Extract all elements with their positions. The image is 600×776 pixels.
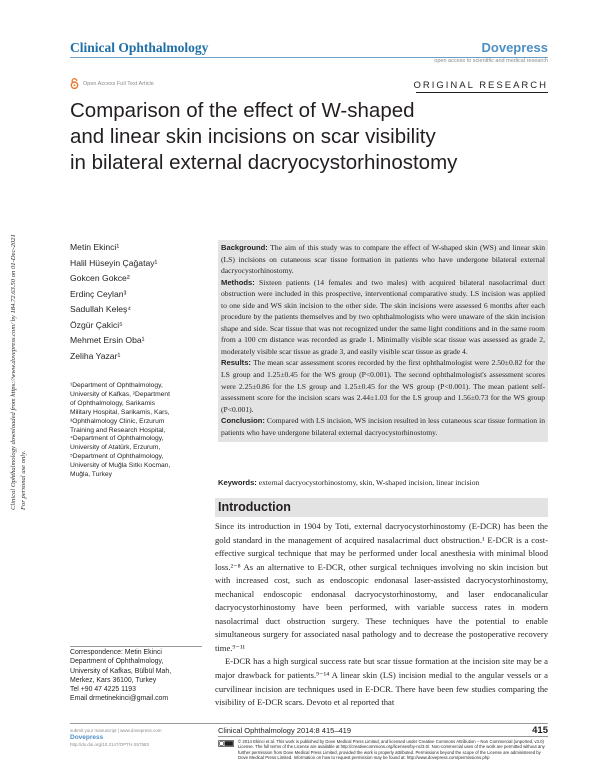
page-number: 415 [532,725,548,736]
affiliation-line: ⁵Department of Ophthalmology, [70,453,164,461]
abstract-results [221,357,545,415]
correspondence-line: University of Kafkas, Bülbül Mah, [70,667,172,675]
paragraph: Since its introduction in 1904 by Toti, external dacryocystorhinostomy (E-DCR) has been the gold standard in the management of acquired nasalacrimal duct obstruction.¹ E-DCR is a cost-effective surgical technique that may be performed under local anesthesia with minimal blood loss.²⁻⁸ As an alternative to E-DCR, other surgical techniques involving no skin incision but with increased cost, such as endoscopic endonasal laser-assisted dacryocystorhinostomy, mechanical endoscopic endonasal dacryocystorhinostomy, and laser endocanalicular dacryocystorhinostomy have been performed, with variable success rates in modern nasolacrimal duct obstruction surgery. These techniques have the potential to enable simultaneous surgery for associated nasal pathology and to decrease the postoperative recovery time.⁹⁻¹¹ [215,521,548,653]
affiliation-line: University of Kafkas, ²Department [70,390,170,398]
footer-rule [70,723,548,724]
results-label: Results: [221,358,251,368]
affiliations [70,382,218,480]
correspondence-rule [70,646,202,647]
correspondence-line: Department of Ophthalmology, [70,658,164,666]
correspondence-email[interactable]: Email drmetinekinci@gmail.com [70,695,169,703]
license-rule [218,736,548,737]
section-heading-introduction: Introduction [215,498,548,517]
open-access-label: Open Access Full Text Article [83,80,154,87]
correspondence-line: Tel +90 47 4225 1193 [70,686,136,694]
abstract-box [218,240,548,442]
affiliation-line: University of Muğla Sıtkı Kocman, [70,462,171,470]
submit-manuscript-link[interactable]: submit your manuscript | www.dovepress.com [70,728,162,733]
open-access-lock-icon [70,78,79,89]
header-rule [70,57,548,58]
affiliation-line: Military Hospital, Sarikamis, Kars, [70,408,170,416]
license-text: © 2014 Ekinci et al. This work is published by Dove Medical Press Limited, and licensed under Creative Commons Attribution – Non Commercial (unported, v3.0) License. The full terms of the License are available at http://creativecommons.org/licenses/by-nc/3.0/. Non-commercial uses of the work are permitted without any further permission from Dove Medical Press Limited, provided the work is properly attributed. Permissions beyond the scope of the License are administered by Dove Medical Press Limited. Information on how to request permission may be found at: http://www.dovepress.com/permissions.php [238,739,545,761]
title-line: and linear skin incisions on scar visibility [70,125,436,148]
keywords [218,478,548,487]
background-text: The aim of this study was to compare the effect of W-shaped skin (WS) and linear skin (LS) incisions on cutaneous scar tissue formation in patients who have undergone bilateral external dacryocystorhinostomy. [221,243,545,276]
article-type-rule [416,92,548,93]
affiliation-line: ¹Department of Ophthalmology, [70,382,163,389]
publisher-tagline: open access to scientific and medical research [434,58,548,64]
publisher-block [434,40,548,64]
author-name[interactable]: Gokcen Gokce² [70,273,130,283]
affiliation-line: of Ophthalmology, Sarikamis [70,399,155,407]
correspondence [70,648,210,704]
background-label: Background: [221,243,268,252]
personal-use-notice: For personal use only. [20,450,27,510]
footer-publisher-logo[interactable]: Dovepress [70,734,104,741]
download-notice: Clinical Ophthalmology downloaded from https://www.dovepress.com/ by 184.72.63.50 on 01-Dec-2021 [10,234,17,510]
article-type: ORIGINAL RESEARCH [413,80,548,91]
correspondence-line: Merkez, Kars 36100, Turkey [70,676,157,684]
affiliation-line: ³Ophthalmology Clinic, Erzurum [70,417,165,425]
abstract-methods [221,277,545,358]
footer-left [70,727,210,748]
title-line: in bilateral external dacryocystorhinostomy [70,151,458,174]
results-text: The mean scar assessment scores recorded by the first ophthalmologist were 2.50±0.82 for the LS group and 1.25±0.45 for the WS group (P<0.001). The second ophthalmologist's assessment scores were 2.25±0.86 for the LS group and 1.25±0.45 for the WS group (P<0.001). The mean patient self-assessment score for the incision scars was 2.44±1.03 for the LS group and 1.56±0.73 for the WS group (P<0.001). [221,358,545,414]
doi-link[interactable]: http://dx.doi.org/10.2147/OPTH.S57583 [70,742,150,747]
affiliation-line: ⁴Department of Ophthalmology, [70,435,164,443]
license-block [218,739,548,761]
article-title [70,98,540,176]
open-access-badge [70,78,154,89]
author-name[interactable]: Sadullah Keleş⁴ [70,304,132,314]
abstract-conclusion [221,415,545,438]
journal-name[interactable]: Clinical Ophthalmology [70,40,209,55]
author-name[interactable]: Zeliha Yazar¹ [70,350,121,361]
introduction-body [215,520,548,710]
author-name[interactable]: Erdinç Ceylan³ [70,288,127,299]
publisher-logo[interactable]: Dovepress [481,40,548,55]
affiliation-line: Muğla, Turkey [70,471,112,479]
conclusion-label: Conclusion: [221,416,265,426]
affiliation-line: University of Atatürk, Erzurum, [70,444,161,452]
correspondence-line: Correspondence: Metin Ekinci [70,649,162,656]
keywords-label: Keywords: [218,478,257,487]
methods-text: Sixteen patients (14 females and two males) with acquired bilateral nasolacrimal duct obstruction were included in this prospective, interventional comparative study. LS incision was applied to one side and WS skin incision to the other side. The skin incisions were assessed 6 months after each procedure by the patients themselves and by two ophthalmologists who were unaware of the skin incision shape and side. Scar tissue that was not recognized under the same light conditions and in the same room from a 100 cm distance was recorded as grade 1. Minimally visible scar tissue was assessed as grade 2, moderately visible scar tissue as grade 3, and easily visible scar tissue as grade 4. [221,277,545,356]
citation: Clinical Ophthalmology 2014:8 415–419 [218,726,352,735]
author-name[interactable]: Özgür Çakici⁵ [70,319,123,330]
paragraph: E-DCR has a high surgical success rate but scar tissue formation at the incision site may be a major drawback for patients.⁹⁻¹⁴ A linear skin (LS) incision medial to the angular vessels or a curvilinear incision are techniques used in E-DCR. There have been few studies comparing the visibility of E-DCR scars. Devoto et al reported that [215,656,548,708]
download-watermark [4,160,30,510]
title-line: Comparison of the effect of W-shaped [70,99,415,122]
keywords-text: external dacryocystorhinostomy, skin, W-shaped incision, linear incision [258,478,480,487]
creative-commons-icon [218,740,234,747]
author-list [70,240,210,364]
author-name[interactable]: Metin Ekinci¹ [70,242,120,252]
author-name[interactable]: Mehmet Ersin Oba¹ [70,335,145,345]
affiliation-line: Training and Research Hospital, [70,426,166,434]
methods-label: Methods: [221,277,255,287]
conclusion-text: Compared with LS incision, WS incision resulted in less cutaneous scar tissue formation in patients who have undergone bilateral external dacryocystorhinostomy. [221,416,545,437]
author-name[interactable]: Halil Hüseyin Çağatay¹ [70,257,158,268]
abstract-background [221,242,545,277]
